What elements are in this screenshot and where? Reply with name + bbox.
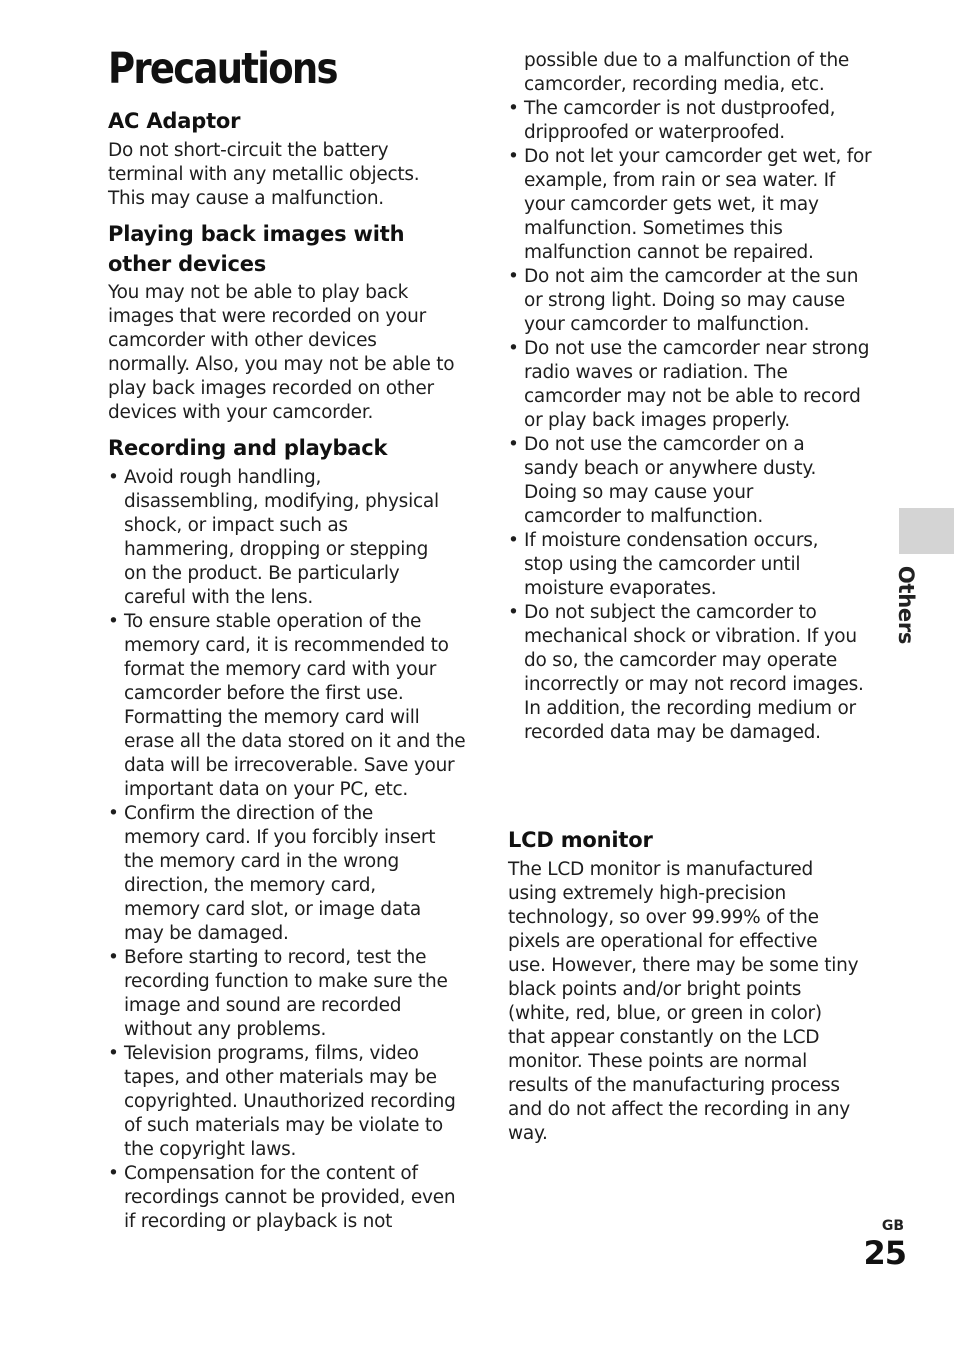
section-tab-label bbox=[882, 565, 930, 645]
ac-adaptor-body: Do not short-circuit the battery terminal with any metallic objects. This may cause a malfunction. bbox=[108, 140, 420, 209]
list-item: • Confirm the direction of the memory card. If you forcibly insert the memory card in the wrong direction, the memory card, memory card slot, or image data may be damaged. bbox=[108, 802, 444, 946]
list-item: • Do not use the camcorder on a sandy beach or anywhere dusty. Doing so may cause your camcorder to malfunction. bbox=[508, 433, 854, 529]
list-item-continued: possible due to a malfunction of the camcorder, recording media, etc. bbox=[524, 50, 850, 95]
list-item: • Before starting to record, test the recording function to make sure the image and sound are recorded without any problems. bbox=[108, 946, 470, 1042]
ac-adaptor-heading: AC Adaptor bbox=[108, 109, 241, 133]
recording-playback-list-right bbox=[508, 49, 870, 745]
playing-back-heading: Playing back images with other devices bbox=[108, 222, 405, 276]
recording-playback-heading: Recording and playback bbox=[108, 436, 388, 460]
page-number: 25 bbox=[863, 1234, 906, 1272]
lcd-monitor-body: The LCD monitor is manufactured using extremely high-precision technology, so over 99.99% of the pixels are operational for effective use. However, there may be some tiny black points and/or bright points (white, red, blue, or green in color) that appear constantly on the LCD monitor. These points are normal results of the manufacturing process and do not affect the recording in any way. bbox=[508, 859, 859, 1144]
list-item: • The camcorder is not dustproofed, dripproofed or waterproofed. bbox=[508, 97, 869, 145]
playing-back-body: You may not be able to play back images that were recorded on your camcorder with other devices normally. Also, you may not be able to play back images recorded on other devices with your camcorder. bbox=[108, 282, 455, 423]
region-code: GB bbox=[881, 1218, 904, 1234]
list-item: • Compensation for the content of recordings cannot be provided, even if recording or playback is not bbox=[108, 1162, 469, 1234]
list-item: • Do not aim the camcorder at the sun or strong light. Doing so may cause your camcorder to malfunction. bbox=[508, 265, 859, 337]
list-item: • Do not subject the camcorder to mechanical shock or vibration. If you do so, the camcorder may operate incorrectly or may not record images. In addition, the recording medium or recorded data may be damaged. bbox=[508, 601, 876, 745]
list-item: • Do not let your camcorder get wet, for example, from rain or sea water. If your camcorder gets wet, it may malfunction. Sometimes this malfunction cannot be repaired. bbox=[508, 145, 876, 265]
list-item: • Do not use the camcorder near strong radio waves or radiation. The camcorder may not be able to record or play back images properly. bbox=[508, 337, 876, 433]
list-item: • Television programs, films, video tapes, and other materials may be copyrighted. Unauthorized recording of such materials may be violate to the copyright laws. bbox=[108, 1042, 474, 1162]
recording-playback-list-left bbox=[108, 466, 470, 1234]
list-item: • To ensure stable operation of the memory card, it is recommended to format the memory card with your camcorder before the first use. Formatting the memory card will erase all the data stored on it and the data will be irrecoverable. Save your important data on your PC, etc. bbox=[108, 610, 470, 802]
list-item: • If moisture condensation occurs, stop using the camcorder until moisture evaporates. bbox=[508, 529, 854, 601]
lcd-monitor-heading: LCD monitor bbox=[508, 828, 653, 852]
side-tab-text: Others bbox=[894, 565, 919, 645]
list-item: • Avoid rough handling, disassembling, modifying, physical shock, or impact such as hammering, dropping or stepping on the product. Be particularly careful with the lens. bbox=[108, 466, 454, 610]
page-title: Precautions bbox=[108, 44, 337, 94]
section-tab-marker bbox=[899, 508, 954, 554]
